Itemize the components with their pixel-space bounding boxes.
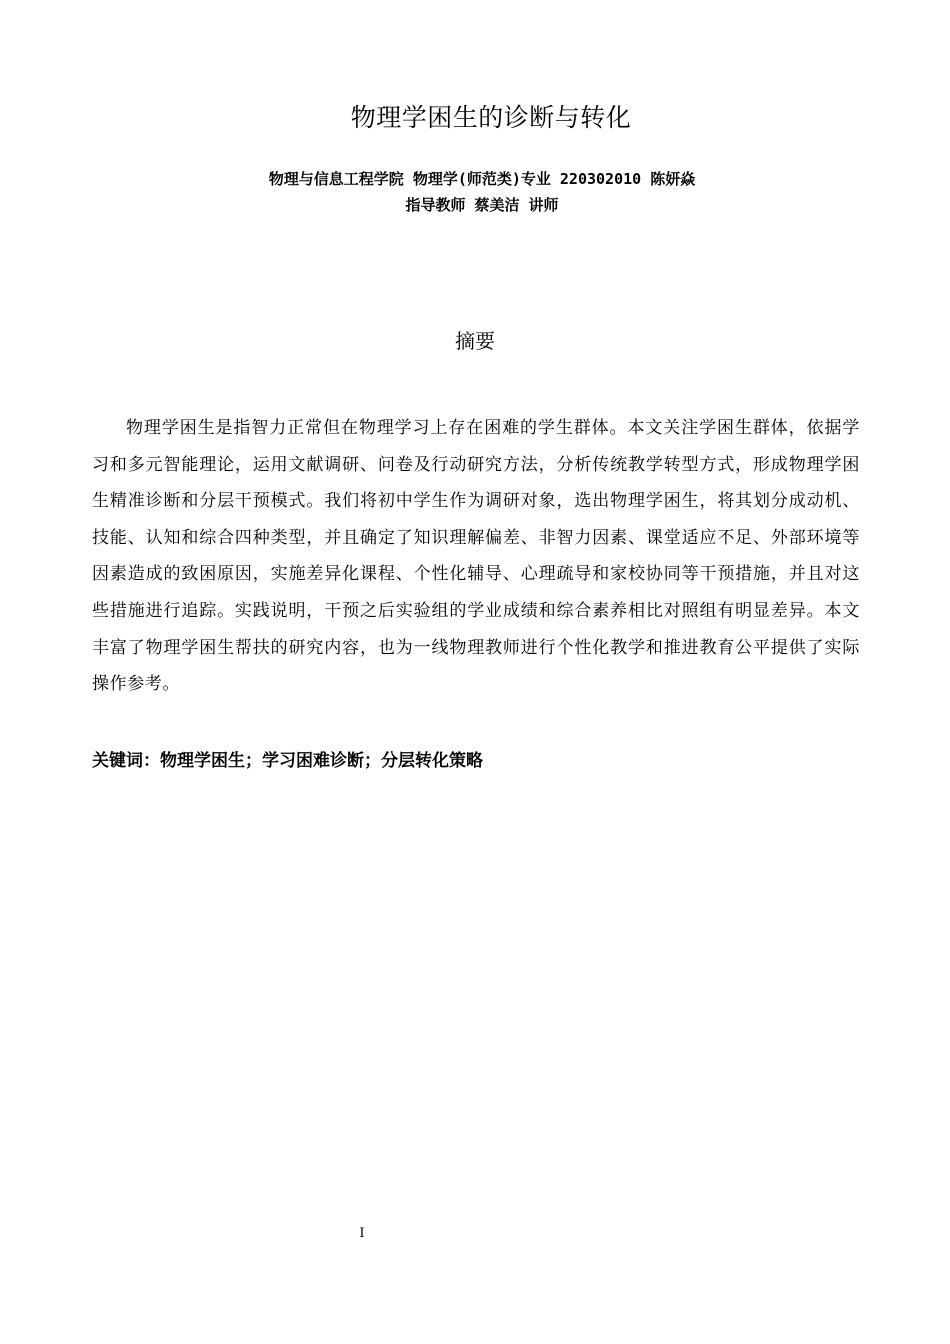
abstract-heading: 摘要 — [455, 329, 495, 353]
advisor-info: 指导教师 蔡美洁 讲师 — [405, 196, 559, 214]
paper-title: 物理学困生的诊断与转化 — [350, 103, 632, 132]
author-info: 物理与信息工程学院 物理学(师范类)专业 220302010 陈妍焱 — [268, 170, 696, 188]
page-number: I — [359, 1226, 365, 1241]
keywords: 关键词：物理学困生；学习困难诊断；分层转化策略 — [92, 751, 483, 771]
abstract-body: 物理学困生是指智力正常但在物理学习上存在困难的学生群体。本文关注学困生群体，依据学习和多元智能理论，运用文献调研、问卷及行动研究方法，分析传统教学转型方式，形成物理学困生精准诊断和分层干预模式。我们将初中学生作为调研对象，选出物理学困生，将其划分成动机、技能、认知和综合四种类型，并且确定了知识理解偏差、非智力因素、课堂适应不足、外部环境等因素造成的致困原因，实施差异化课程、个性化辅导、心理疏导和家校协同等干预措施，并且对这些措施进行追踪。实践说明，干预之后实验组的学业成绩和综合素养相比对照组有明显差异。本文丰富了物理学困生帮扶的研究内容，也为一线物理教师进行个性化教学和推进教育公平提供了实际操作参考。 — [92, 418, 860, 695]
